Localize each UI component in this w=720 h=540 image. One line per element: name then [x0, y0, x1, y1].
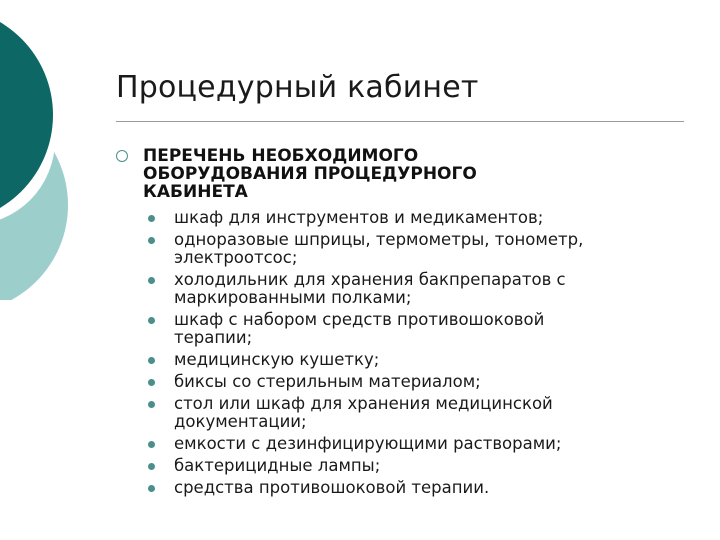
dot-bullet-icon: [148, 237, 155, 244]
list-item: [148, 231, 618, 267]
dot-bullet-icon: [148, 379, 155, 386]
list-item-text: бактерицидные лампы;: [174, 456, 381, 475]
equipment-list: [148, 209, 618, 501]
list-item: [148, 479, 618, 497]
dot-bullet-icon: [148, 485, 155, 492]
list-item: [148, 209, 618, 227]
dot-bullet-icon: [148, 357, 155, 364]
list-item-text: средства противошоковой терапии.: [174, 478, 490, 497]
dot-bullet-icon: [148, 401, 155, 408]
list-item: [148, 435, 618, 453]
list-item-text: шкаф для инструментов и медикаментов;: [174, 208, 544, 227]
list-item-text: документации;: [174, 412, 307, 431]
list-item: [148, 351, 618, 369]
decorative-circles: [0, 0, 110, 300]
list-item: [148, 395, 618, 431]
list-item: [148, 457, 618, 475]
list-item-text: маркированными полками;: [174, 288, 412, 307]
list-item-text: емкости с дезинфицирующими растворами;: [174, 434, 562, 453]
list-item-text: терапии;: [174, 328, 253, 347]
section-heading: [143, 147, 583, 201]
list-item-text: биксы со стерильным материалом;: [174, 372, 481, 391]
list-item-text: шкаф с набором средств противошоковой: [174, 310, 545, 329]
heading-line: ПЕРЕЧЕНЬ НЕОБХОДИМОГО: [143, 146, 419, 166]
dot-bullet-icon: [148, 215, 155, 222]
list-item-text: стол или шкаф для хранения медицинской: [174, 394, 553, 413]
list-item: [148, 373, 618, 391]
dot-bullet-icon: [148, 463, 155, 470]
list-item-text: холодильник для хранения бакпрепаратов с: [174, 270, 566, 289]
dot-bullet-icon: [148, 441, 155, 448]
title-divider: [116, 121, 684, 122]
slide-title: Процедурный кабинет: [116, 70, 479, 105]
circle-bullet-icon: [116, 150, 128, 162]
list-item-text: электроотсос;: [174, 248, 298, 267]
heading-line: КАБИНЕТА: [143, 182, 248, 202]
list-item: [148, 311, 618, 347]
list-item-text: медицинскую кушетку;: [174, 350, 380, 369]
list-item-text: одноразовые шприцы, термометры, тонометр,: [174, 230, 584, 249]
dot-bullet-icon: [148, 277, 155, 284]
dot-bullet-icon: [148, 317, 155, 324]
list-item: [148, 271, 618, 307]
heading-line: ОБОРУДОВАНИЯ ПРОЦЕДУРНОГО: [143, 164, 477, 184]
